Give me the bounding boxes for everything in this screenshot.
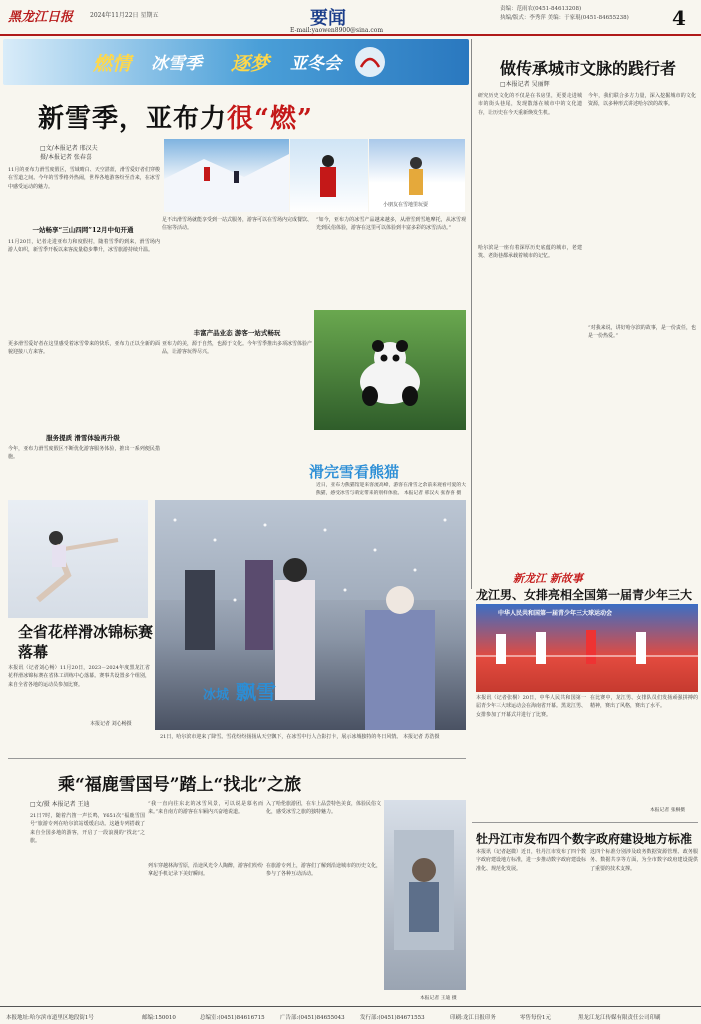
skier-red-illustration: [290, 139, 368, 212]
skater-photo: [8, 500, 148, 618]
subhead-2: 服务提质 滑雪体验再升级: [46, 434, 120, 442]
masthead: [0, 0, 701, 36]
lead-paragraph-2: 11月20日，记者走进亚布力和度假村，随着雪季的到来，滑雪场内游人如织，新雪季开板以来客流量稳步攀升，冰雪旅游持续升温。: [8, 239, 160, 254]
snow-title-b: 飘雪: [235, 680, 276, 704]
snow-title: [203, 676, 276, 705]
right2-paragraph-1: 本报讯（记者张桐）20日，中华人民共和国第一届青少年三大球运动会在海南省开幕。黑龙江男、女排参加了开幕式并进行了比赛。: [476, 695, 586, 718]
right2-paragraph-2: 在比赛中，龙江男、女排队员们发扬顽强拼搏的精神，赛出了风格，赛出了水平。: [590, 695, 698, 710]
banner-word-2: 冰雪季: [151, 54, 202, 74]
lead-paragraph-3: 更多滑雪爱好者在这里感受着冰雪带来的快乐，亚布力正以全新的面貌迎接八方来客。: [8, 341, 160, 356]
games-logo-icon: [353, 45, 387, 79]
train-paragraph-1: 21日7时，随着汽笛一声长鸣，Y651次“福鹿雪国号”旅游专列在哈尔滨站缓缓启动。这趟专列搭载了来自全国多地的游客，开启了一段浪漫的“找北”之旅。: [30, 813, 145, 844]
footer-print: 印刷:龙江日报印务: [450, 1015, 496, 1021]
banner-word-4: 亚冬会: [290, 54, 341, 74]
footer-office: 总编室:(0451)84616715: [200, 1015, 265, 1021]
right-headline-2: 龙江男、女排亮相全国第一届青少年三大: [476, 588, 693, 602]
panda-photo: [314, 310, 466, 430]
skating-author: 本报记者 刘心畅摄: [90, 721, 132, 727]
snow-city-photo: [155, 500, 466, 730]
lead-paragraph-5: 足不出滑雪场就能享受到一站式服务，游客可以在雪场内完成餐饮、住宿等活动。: [162, 217, 312, 232]
section-tag: 新龙江 新故事: [513, 572, 583, 585]
right3-paragraph-2: 这四个标准分别涉及政务数据资源管理、政务服务、数据共享等方面，为全市数字政府建设提供了重要的技术支撑。: [590, 849, 698, 872]
skiers-illustration: [164, 139, 289, 212]
right-paragraph-3: 今年，我们联合多方力量，深入挖掘城市的文化资源，以多种形式讲述哈尔滨的故事。: [588, 93, 696, 108]
section-divider: [8, 758, 466, 759]
section-title: 要闻: [310, 8, 346, 29]
lead-paragraph-1: 11月的亚布力滑雪度假区，雪域晴白、天空湛蓝，滑雪爱好者们穿梭在雪道之间。今年的雪季格外热闹，世界各地游客纷至沓来，在冰雪中感受运动的魅力。: [8, 167, 160, 190]
section-email: E-mail:yaowen8900@sina.com: [290, 27, 384, 34]
editor-line-1: 责编：范雨农(0451-84613208): [500, 6, 582, 12]
snow-people-illustration: [155, 500, 466, 730]
theme-banner: [3, 39, 469, 85]
banner-word-1: 燃情: [93, 53, 132, 75]
footer-zip: 邮编:150010: [142, 1015, 176, 1021]
train-paragraph-4: 入了哈伦旅游团，在车上品尝特色美食，体验民俗文化，感受冰雪之旅的独特魅力。: [266, 801, 381, 816]
train-passenger-illustration: [384, 800, 466, 990]
lead-headline: [38, 98, 313, 135]
banner-word-3: 逐梦: [231, 53, 270, 75]
lead-paragraph-6: 亚布力的美，源于自然，也源于文化。今年雪季推出多项冰雪体验产品，让游客玩得尽兴。: [162, 341, 312, 356]
footer-printer: 黑龙江龙江传媒有限责任公司印刷: [578, 1015, 661, 1021]
footer: [0, 1006, 701, 1024]
skating-title: 全省花样滑冰锦标赛落幕: [18, 623, 154, 661]
lead-paragraph-4: 今年，亚布力滑雪度假区不断优化游客服务体验，推出一系列便民措施。: [8, 446, 160, 461]
right-divider: [472, 822, 698, 823]
editors-info: [500, 5, 650, 23]
games-banner-text: 中华人民共和国第一届青少年三大球运动会: [498, 610, 613, 617]
skating-text: 本报讯（记者刘心畅）11月20日，2023－2024年度黑龙江省花样滑冰锦标赛在省体工训练中心落幕。赛事共设置多个组别，来自全省各地的运动员参加比赛。: [8, 665, 150, 688]
lead-headline-a: 新雪季，亚布力: [38, 104, 228, 134]
subhead-3: 丰富产品业态 游客一站式畅玩: [193, 329, 281, 337]
right-paragraph-2: 哈尔滨是一座有着深厚历史底蕴的城市，老建筑、老街巷都承载着城市的记忆。: [478, 245, 582, 260]
footer-address: 本报地址:哈尔滨市道里区地段街1号: [6, 1015, 94, 1021]
train-paragraph-2: “我一直向往东北的冰雪风景，可以说是慕名而来。”来自南方的游客在车厢内兴奋地说道。: [148, 801, 263, 816]
train-paragraph-5: 在旅游专列上，游客们了解到沿途城市的历史文化，参与了各种互动活动。: [266, 863, 381, 878]
train-byline: □文/摄 本报记者 王迪: [30, 801, 90, 808]
panda-caption: 近日，亚布力熊猫馆迎来客流高峰，游客在滑雪之余前来观看可爱的大熊猫，感受冰雪与萌宠带来的别样体验。 本报记者 邢汉夫 张春喜 摄: [316, 483, 466, 497]
ski-photo-1: [164, 139, 289, 212]
snow-title-a: 冰城: [203, 688, 230, 703]
right2-caption: 本报记者 张桐摄: [650, 808, 686, 813]
footer-distribution: 发行部:(0451)84671553: [360, 1015, 425, 1021]
train-paragraph-3: 列车穿越林海雪原，沿途风光令人陶醉，游客们纷纷拿起手机记录下美好瞬间。: [148, 863, 263, 878]
right-headline-1: 做传承城市文脉的践行者: [500, 59, 677, 78]
right3-paragraph-1: 本报讯（记者赵微）近日，牡丹江市发布了四个数字政府建设地方标准，进一步推动数字政府建设标准化、规范化发展。: [476, 849, 586, 872]
lead-headline-b: 很“燃”: [227, 104, 313, 134]
paper-name: 黑龙江日报: [8, 10, 74, 25]
page-number: 4: [672, 6, 686, 30]
ski-photo-2: [290, 139, 368, 212]
train-photo-caption: 本报记者 王迪 摄: [420, 996, 457, 1001]
right-headline-3: 牡丹江市发布四个数字政府建设地方标准: [476, 832, 693, 846]
subhead-1: 一站畅享“三山四网”12月中旬开通: [32, 226, 134, 234]
footer-ads: 广告部:(0451)84655043: [280, 1015, 345, 1021]
panda-illustration: [314, 310, 466, 430]
volleyball-photo: [476, 604, 698, 692]
footer-price: 零售每份1元: [520, 1015, 551, 1021]
volleyball-players-illustration: [476, 604, 698, 692]
issue-date: 2024年11月22日 星期五: [90, 12, 159, 19]
lead-paragraph-7: “如今，亚布力的冰雪产品越来越多，从滑雪到雪地摩托，从冰雪观光到民俗体验，游客在这里可以体验到丰富多彩的冰雪活动。”: [316, 217, 466, 232]
ski-photo-3: [369, 139, 465, 212]
snow-caption: 21日，哈尔滨市迎来了降雪。雪花纷纷扬扬从天空飘下，在冰雪中行人合影打卡，展示冰城独特的冬日风情。 本报记者 苏浩摄: [160, 734, 440, 740]
photo-caption: 小朋友在雪地里玩耍: [383, 202, 429, 208]
right-paragraph-4: “对我来说，讲好哈尔滨的故事，是一份责任，也是一份热爱。”: [588, 325, 696, 340]
lead-byline: □文/本报记者 邢汉夫 摄/本报记者 张春喜: [40, 145, 98, 161]
skater-illustration: [8, 500, 148, 618]
panda-title: 滑完雪看熊猫: [309, 463, 400, 481]
train-headline: 乘“福鹿雪国号”踏上“找北”之旅: [58, 775, 302, 795]
right-byline-1: □本报记者 吴丽辉: [500, 81, 550, 88]
editor-line-2: 执编/版式：李秀萍 美编：于家琨(0451-84655238): [500, 15, 629, 21]
right-paragraph-1: 研究历史文化的不仅是在书房里，更要走进城市的街头巷尾，发现散落在城市中的文化遗存，让历史在今天重新焕发生机。: [478, 93, 582, 116]
train-photo: [384, 800, 466, 990]
